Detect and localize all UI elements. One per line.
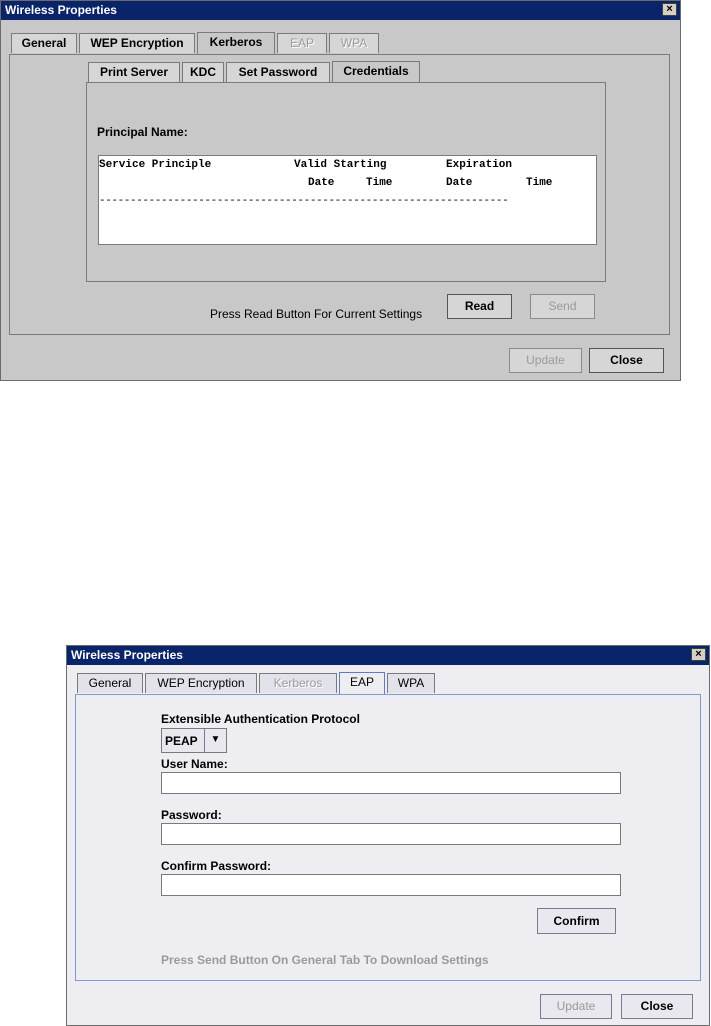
kerberos-panel: [9, 54, 670, 335]
chevron-down-icon[interactable]: ▼: [204, 729, 226, 752]
tab-eap[interactable]: EAP: [339, 672, 385, 694]
send-button[interactable]: Send: [530, 294, 595, 319]
eap-panel: [75, 694, 701, 981]
col-expiration-date: Date: [446, 177, 473, 189]
protocol-select[interactable]: [161, 728, 227, 753]
main-tab-strip: [77, 673, 697, 695]
window-title: Wireless Properties: [1, 1, 680, 20]
tab-wep-encryption[interactable]: WEP Encryption: [145, 673, 257, 693]
update-button[interactable]: [509, 348, 582, 373]
subtab-credentials[interactable]: Credentials: [332, 61, 420, 83]
confirm-password-input[interactable]: [161, 874, 621, 896]
password-label: Password:: [161, 808, 222, 822]
read-button[interactable]: Read: [447, 294, 512, 319]
tab-eap: EAP: [277, 33, 327, 53]
update-button[interactable]: Update: [540, 994, 612, 1019]
col-expiration: Expiration: [446, 159, 513, 171]
protocol-label: Extensible Authentication Protocol: [161, 712, 360, 726]
subtab-print-server[interactable]: Print Server: [88, 62, 180, 82]
credentials-table[interactable]: [98, 155, 597, 245]
col-valid-time: Time: [366, 177, 393, 189]
col-valid-starting: Valid Starting: [294, 159, 387, 171]
download-hint-text: Press Send Button On General Tab To Download Settings: [161, 953, 489, 967]
tab-wep-encryption[interactable]: WEP Encryption: [79, 33, 195, 53]
subtab-set-password[interactable]: Set Password: [226, 62, 330, 82]
update-label: Update: [526, 353, 565, 367]
confirm-button[interactable]: Confirm: [537, 908, 616, 934]
credentials-panel: [86, 82, 606, 282]
password-input[interactable]: [161, 823, 621, 845]
read-hint-text: Press Read Button For Current Settings: [210, 307, 423, 321]
tab-general[interactable]: General: [11, 33, 77, 53]
close-button[interactable]: Close: [621, 994, 693, 1019]
close-icon[interactable]: ×: [662, 3, 677, 16]
tab-wpa[interactable]: WPA: [387, 673, 435, 693]
username-input[interactable]: [161, 772, 621, 794]
col-service-principle: Service Principle: [99, 159, 212, 171]
tab-kerberos[interactable]: Kerberos: [197, 32, 275, 54]
close-icon[interactable]: ×: [691, 648, 706, 661]
col-expiration-time: Time: [526, 177, 553, 189]
close-button[interactable]: Close: [589, 348, 664, 373]
wireless-properties-window-kerberos: [0, 0, 681, 381]
window-title: Wireless Properties: [67, 646, 709, 665]
confirm-password-label: Confirm Password:: [161, 859, 272, 873]
username-label: User Name:: [161, 757, 228, 771]
col-valid-date: Date: [308, 177, 335, 189]
tab-general[interactable]: General: [77, 673, 143, 693]
principal-name-label: Principal Name:: [97, 125, 188, 139]
protocol-value: PEAP: [165, 734, 198, 748]
table-separator: ------------------------------------------------------------------: [99, 195, 509, 207]
main-tab-strip: [11, 33, 671, 55]
tab-kerberos: Kerberos: [259, 673, 337, 693]
subtab-kdc[interactable]: KDC: [182, 62, 224, 82]
tab-wpa: WPA: [329, 33, 379, 53]
wireless-properties-window-eap: [66, 645, 710, 1026]
